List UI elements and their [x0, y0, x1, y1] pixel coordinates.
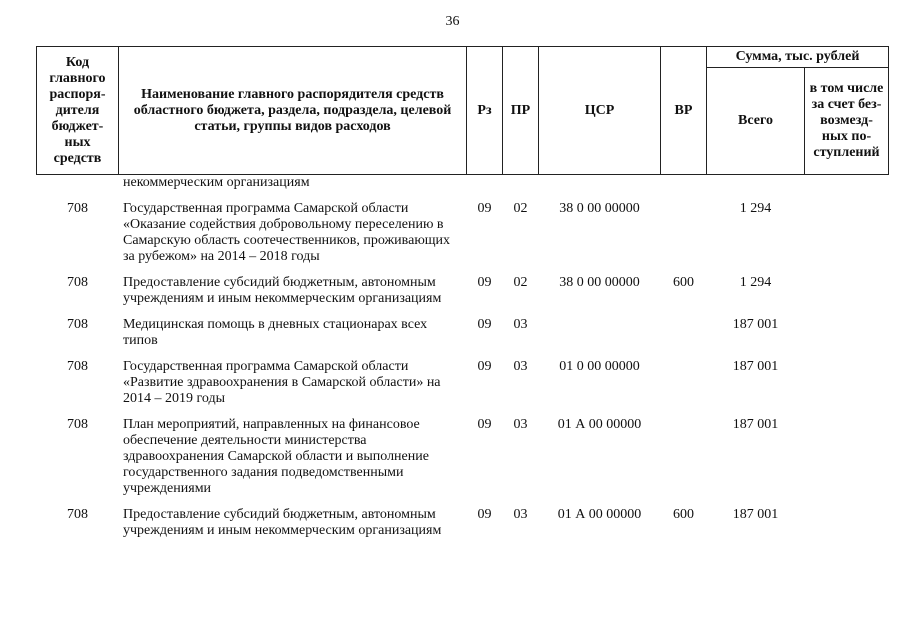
cell-gratuitous: [805, 313, 889, 355]
header-gratuitous: в том числе за счет без-возмезд-ных по-ступлений: [805, 68, 889, 175]
cell-pr: 02: [513, 275, 528, 290]
cell-csr: [539, 313, 661, 355]
table-row: [37, 313, 889, 355]
cell-rz: 09: [477, 317, 492, 332]
header-total: Всего: [707, 68, 805, 175]
cell-pr: 03: [513, 507, 528, 522]
cell-gratuitous: [805, 271, 889, 313]
header-vr: ВР: [661, 47, 707, 175]
cell-pr: 03: [513, 317, 528, 332]
cell-rz: 09: [477, 275, 492, 290]
cell-code: 708: [67, 507, 88, 522]
cell-csr: 38 0 00 00000: [559, 201, 640, 216]
cell-pr: 03: [513, 417, 528, 432]
table-row: [37, 355, 889, 413]
cell-gratuitous: [805, 503, 889, 545]
header-sum-group: Сумма, тыс. рублей: [707, 47, 889, 68]
header-code: Код главного распоря-дителя бюджет-ных средств: [37, 47, 119, 175]
header-rz: Рз: [467, 47, 503, 175]
cell-pr: 03: [513, 359, 528, 374]
cell-vr: 600: [673, 507, 694, 522]
table-row: [37, 503, 889, 545]
cell-name: Государственная программа Самарской области «Оказание содействия добровольному переселению в Самарскую область соотечественников, проживающих за рубежом» на 2014 – 2018 годы: [123, 201, 451, 264]
cell-name: Предоставление субсидий бюджетным, автономным учреждениям и иным некоммерческим организациям: [123, 275, 442, 306]
cell-vr: [661, 197, 707, 271]
cell-gratuitous: [805, 413, 889, 503]
cell-code: 708: [67, 359, 88, 374]
cell-name: План мероприятий, направленных на финансовое обеспечение деятельности министерства здравоохранения Самарской области и выполнение государственного задания подведомственными учреждениями: [123, 417, 429, 496]
table-row: [37, 271, 889, 313]
page-number: 36: [445, 14, 460, 29]
cell-name: Медицинская помощь в дневных стационарах всех типов: [123, 317, 428, 348]
cell-code: 708: [67, 201, 88, 216]
cell-vr: [661, 413, 707, 503]
cell-total: 187 001: [732, 359, 779, 374]
cell-gratuitous: [805, 197, 889, 271]
cell-vr: [661, 355, 707, 413]
cell-vr: 600: [673, 275, 694, 290]
header-pr: ПР: [503, 47, 539, 175]
cell-csr: 01 0 00 00000: [559, 359, 640, 374]
cell-total: 187 001: [732, 317, 779, 332]
budget-table: [36, 46, 889, 545]
cell-total: 1 294: [739, 201, 772, 216]
cell-total: 187 001: [732, 507, 779, 522]
cell-code: 708: [67, 317, 88, 332]
table-row: [37, 197, 889, 271]
cell-gratuitous: [805, 355, 889, 413]
cell-pr: 02: [513, 201, 528, 216]
continuation-text: некоммерческим организациям: [123, 175, 310, 190]
cell-total: 1 294: [739, 275, 772, 290]
header-name: Наименование главного распорядителя средств областного бюджета, раздела, подраздела, целевой статьи, группы видов расходов: [119, 47, 467, 175]
cell-csr: 38 0 00 00000: [559, 275, 640, 290]
cell-vr: [661, 313, 707, 355]
cell-rz: 09: [477, 201, 492, 216]
cell-total: 187 001: [732, 417, 779, 432]
cell-code: 708: [67, 417, 88, 432]
cell-rz: 09: [477, 507, 492, 522]
cell-name: Государственная программа Самарской области «Развитие здравоохранения в Самарской области» на 2014 – 2019 годы: [123, 359, 441, 406]
cell-code: 708: [67, 275, 88, 290]
table-row: [37, 413, 889, 503]
cell-csr: 01 А 00 00000: [557, 417, 642, 432]
table-row-continuation: [37, 175, 889, 198]
cell-rz: 09: [477, 359, 492, 374]
header-csr: ЦСР: [539, 47, 661, 175]
cell-csr: 01 А 00 00000: [557, 507, 642, 522]
cell-name: Предоставление субсидий бюджетным, автономным учреждениям и иным некоммерческим организациям: [123, 507, 442, 538]
cell-rz: 09: [477, 417, 492, 432]
